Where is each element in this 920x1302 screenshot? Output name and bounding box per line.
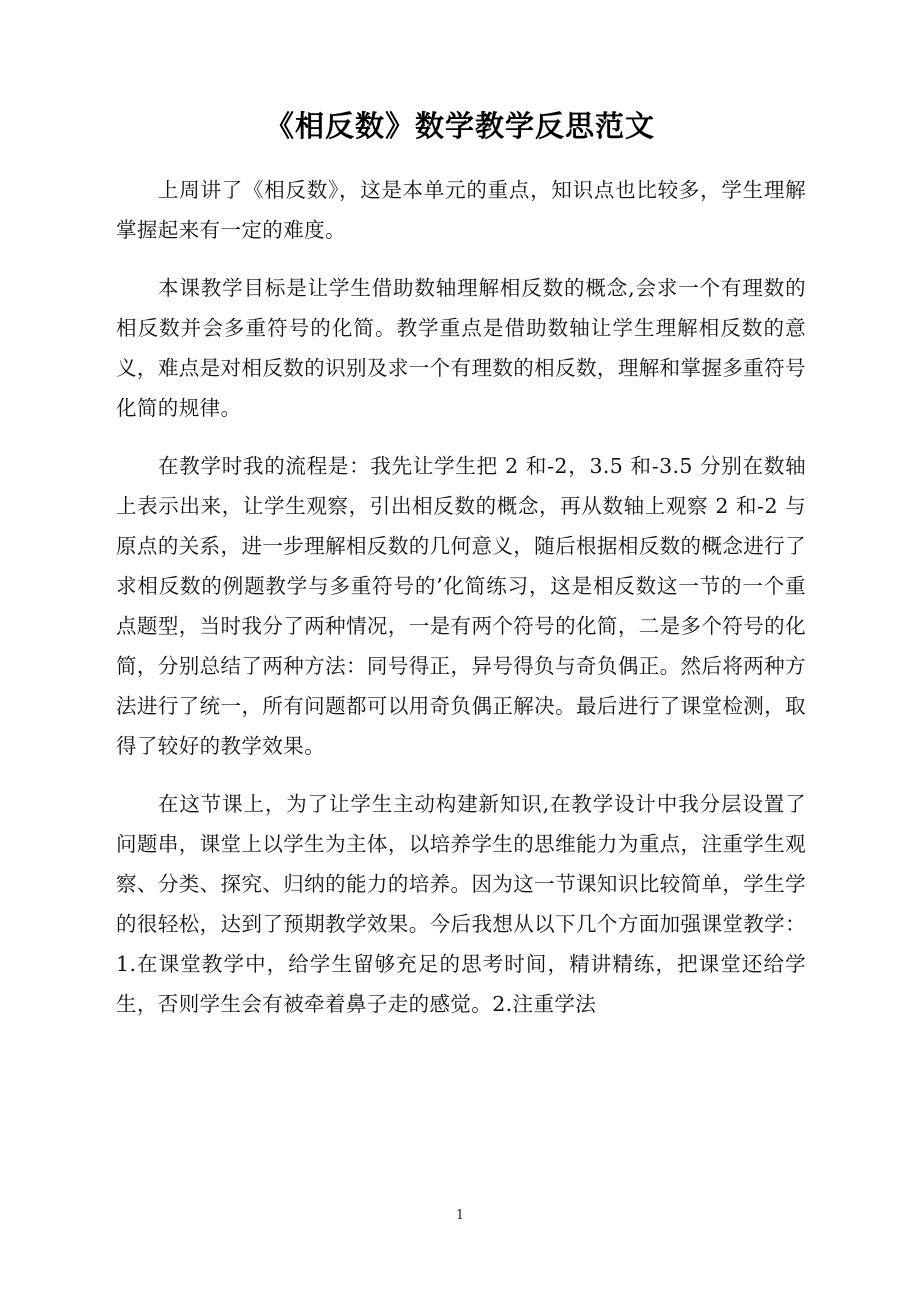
document-body (116, 170, 806, 1042)
page-title: 《相反数》数学教学反思范文 (264, 109, 655, 143)
paragraph-reflection: 在这节课上，为了让学生主动构建新知识,在教学设计中我分层设置了问题串，课堂上以学生为主体，以培养学生的思维能力为重点，注重学生观察、分类、探究、归纳的能力的培养。因为这一节课知识比较简单，学生学的很轻松，达到了预期教学效果。今后我想从以下几个方面加强课堂教学：1.在课堂教学中，给学生留够充足的思考时间，精讲精练，把课堂还给学生，否则学生会有被牵着鼻子走的感觉。2.注重学法 (116, 792, 806, 1016)
paragraph-objectives: 本课教学目标是让学生借助数轴理解相反数的概念,会求一个有理数的相反数并会多重符号的化简。教学重点是借助数轴让学生理解相反数的意义，难点是对相反数的识别及求一个有理数的相反数，理解和掌握多重符号化简的规律。 (116, 276, 806, 420)
paragraph-intro: 上周讲了《相反数》，这是本单元的重点，知识点也比较多，学生理解掌握起来有一定的难度。 (116, 178, 806, 242)
paragraph-process: 在教学时我的流程是：我先让学生把 2 和-2，3.5 和-3.5 分别在数轴上表示出来，让学生观察，引出相反数的概念，再从数轴上观察 2 和-2 与原点的关系，进一步理解相反数的几何意义，随后根据相反数的概念进行了求相反数的例题教学与多重符号的’化简练习，这是相反数这一节的一个重点题型，当时我分了两种情况，一是有两个符号的化简，二是多个符号的化简，分别总结了两种方法：同号得正，异号得负与奇负偶正。然后将两种方法进行了统一，所有问题都可以用奇负偶正解决。最后进行了课堂检测，取得了较好的教学效果。 (116, 454, 806, 758)
page-number: 1 (455, 1208, 465, 1223)
